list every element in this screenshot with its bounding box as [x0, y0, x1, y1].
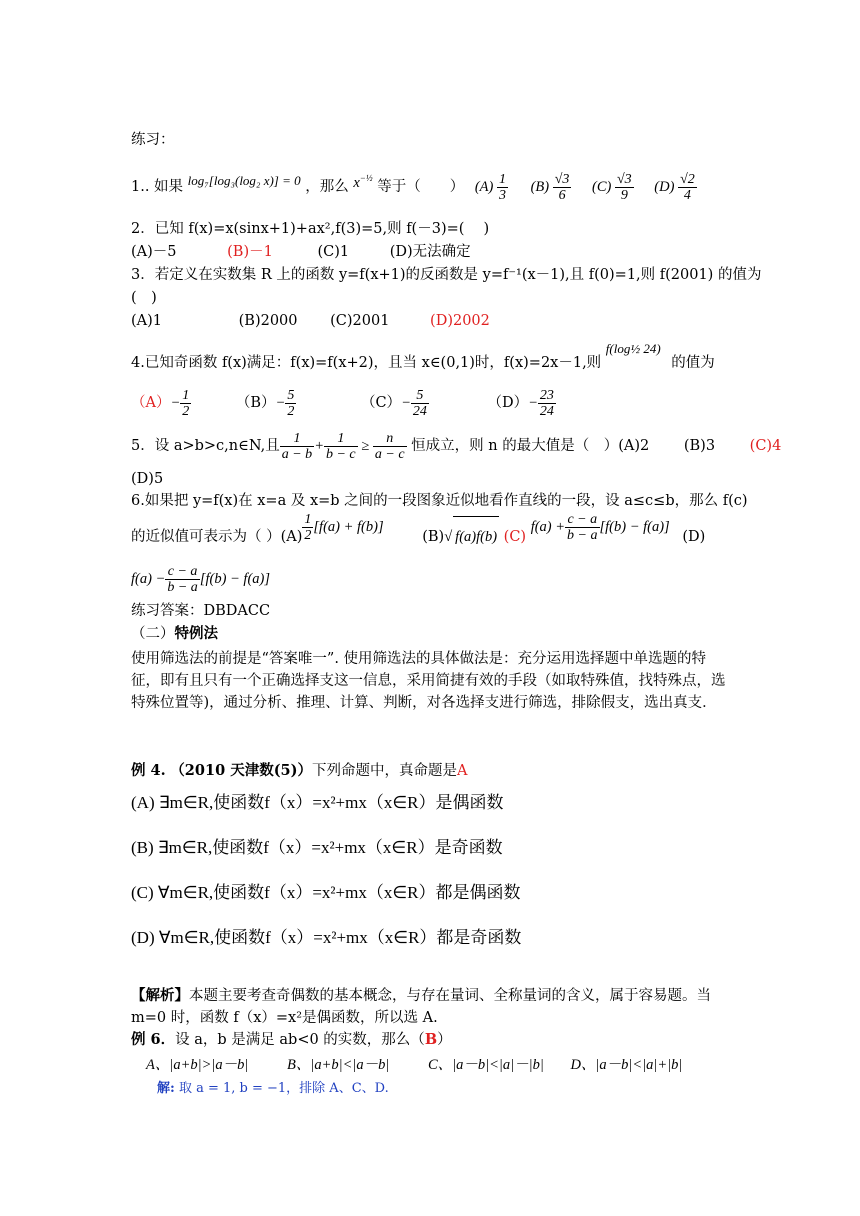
q1-option-c[interactable] [592, 172, 634, 203]
num: √3 [617, 172, 632, 187]
ex6-solution-label: 解: [157, 1081, 175, 1096]
q1-power-base: x [353, 174, 360, 191]
den: b − a [167, 579, 198, 595]
den: a − c [374, 446, 405, 462]
ex4-option-c[interactable]: (C) ∀m∈R,使函数f（x）=x²+mx（x∈R）都是偶函数 [131, 883, 521, 902]
q5-frac-2 [324, 431, 358, 462]
q1-option-d-label: (D) [654, 178, 679, 195]
q6-option-d-expr: f(a) − [131, 571, 166, 587]
num: 23 [539, 388, 554, 403]
q6-option-d-label[interactable]: (D) [682, 529, 706, 545]
q4-option-b: − $\frac{5}{2}$ [275, 388, 295, 419]
analysis [131, 985, 731, 1029]
analysis-text: 本题主要考查奇偶数的基本概念，与存在量词、全称量词的含义，属于容易题。当m=0 时，函数 f（x）=x²是偶函数，所以选 A. [131, 988, 711, 1026]
question-6-text: 6.如果把 y=f(x)在 x=a 及 x=b 之间的一段图象近似地看作直线的一段，设 a≤c≤b，那么 f(c) [131, 493, 748, 509]
q5-frac-3 [373, 431, 407, 462]
section-intro: 使用筛选法的前提是“答案唯一”. 使用筛选法的具体做法是：充分运用选择题中单选题的特征，即有且只有一个正确选择支这一信息，采用简捷有效的手段（如取特殊值，找特殊点，选特殊位置等)，通过分析、推理、计算、判断，对各选择支进行筛选，排除假支，选出真支． [131, 651, 726, 711]
q1-option-a-frac [497, 172, 508, 203]
num: √3 [554, 172, 570, 187]
den: 2 [304, 527, 312, 543]
q4-tail: 的值为 [671, 355, 715, 371]
question-6-line2 [131, 511, 706, 556]
q5-option-d[interactable]: (D)5 [131, 471, 164, 487]
q5-option-b[interactable]: (B)3 [683, 438, 716, 454]
q1-option-b-frac [553, 172, 572, 203]
den: 2 [287, 404, 295, 419]
ex6-option-c[interactable]: C、|a－b|<|a|－|b| [427, 1057, 544, 1073]
q1-option-a[interactable] [474, 172, 508, 203]
q4-option-a-label[interactable]: （A） [131, 394, 171, 411]
example-4-heading [131, 762, 468, 780]
num: 5 [411, 388, 429, 404]
num: 1 [280, 431, 314, 447]
q1-power-exp: −½ [359, 173, 373, 183]
ex4-source: （2010 天津数(5)） [170, 762, 313, 779]
q6-option-c-label[interactable]: (C) [503, 529, 527, 545]
ex6-text: 设 a，b 是满足 ab<0 的实数，那么（ [175, 1032, 425, 1048]
q1-expr: log₇[log₃(log₂ x)] = 0 [187, 172, 301, 188]
q6-option-c-tail: [f(b) − f(a)] [599, 519, 670, 535]
den: a − b [281, 446, 313, 462]
q2-option-c[interactable]: (C)1 [317, 244, 350, 260]
example-6-heading [131, 1031, 452, 1049]
question-2-options [131, 243, 471, 261]
q4-option-d-label[interactable]: （D） [487, 394, 529, 411]
num: 1 [182, 388, 190, 403]
q6-line2-text: 的近似值可表示为（ ）(A) [131, 529, 303, 545]
ex6-answer: B [424, 1031, 438, 1048]
heading: 练习： [131, 132, 175, 148]
ex6-label: 例 6． [131, 1031, 176, 1048]
q6-option-b-sqrt: √ f(a)f(b) [444, 529, 499, 545]
ex4-option-a[interactable]: (A) ∃m∈R,使函数f（x）=x²+mx（x∈R）是偶函数 [131, 793, 504, 812]
q4-option-c-frac [411, 388, 429, 419]
ex4-option-d[interactable]: (D) ∀m∈R,使函数f（x）=x²+mx（x∈R）都是奇函数 [131, 928, 522, 947]
q6-option-c [530, 512, 670, 544]
ex6-option-d[interactable]: D、|a－b|<|a|+|b| [570, 1057, 683, 1073]
den: 6 [558, 188, 566, 203]
q5-frac-1 [280, 431, 314, 462]
q3-option-d[interactable]: (D)2002 [430, 313, 490, 329]
q6-option-c-expr: f(a) + [530, 519, 566, 535]
q6-option-b-label[interactable]: (B) [422, 529, 445, 545]
den: 24 [412, 404, 427, 419]
q4-option-d-frac [538, 388, 556, 419]
q6-option-d-tail: [f(b) − f(a)] [199, 571, 271, 587]
den: 2 [182, 404, 190, 419]
num: c − a [565, 512, 599, 528]
question-4 [131, 341, 715, 372]
num: c − a [165, 564, 199, 580]
ex6-solution [157, 1080, 389, 1098]
ex4-label: 例 4. [131, 762, 166, 779]
q4-option-b-frac [285, 388, 296, 419]
q5-mid: 恒成立，则 n 的最大值是（ ）(A)2 [411, 438, 650, 454]
q3-option-a[interactable]: (A)1 [131, 313, 163, 329]
q2-option-a[interactable]: (A)－5 [131, 244, 177, 260]
ex6-option-a[interactable]: A、|a+b|>|a－b| [146, 1057, 249, 1073]
ex4-answer: A [457, 763, 468, 779]
q1-option-d-frac [678, 172, 697, 203]
ex6-close: ） [437, 1032, 452, 1048]
q6-option-c-frac [565, 512, 599, 543]
q4-option-a: − $\frac{1}{2}$ [170, 388, 190, 419]
q5-prefix: 5．设 a>b>c,n∈N,且 [131, 438, 280, 454]
q6-option-b-expr: f(a)f(b) [453, 516, 499, 557]
question-6-option-d [131, 560, 270, 598]
question-5: 5．设 a>b>c,n∈N,且 $\frac{1}{a - b}$ + $\frac{1}{b - c}$ ≥ $\frac{n}{a - c}$ 恒成立，则 n 的最大值是（ ）(A)2 (B)3 (C)4 [131, 430, 782, 462]
num: 1 [324, 431, 358, 447]
q4-text: 4.已知奇函数 f(x)满足：f(x)=f(x+2)，且当 x∈(0,1)时，f(x)=2x－1,则 [131, 355, 602, 371]
den: 3 [498, 188, 506, 203]
q1-prefix: 1.. 如果 [131, 178, 184, 195]
ex4-text: 下列命题中，真命题是 [312, 763, 458, 779]
q4-option-c: − $\frac{5}{24}$ [401, 388, 427, 419]
ex6-option-b[interactable]: B、|a+b|<|a－b| [286, 1057, 390, 1073]
section-heading [131, 625, 218, 643]
q4-option-a-frac [180, 388, 191, 419]
q4-expr: f(log½ 24) [605, 341, 661, 356]
den: 9 [620, 188, 628, 203]
question-2-text: 2．已知 f(x)=x(sinx+1)+ax²,f(3)=5,则 f(－3)=( ) [131, 221, 490, 237]
question-3-paren: ( ) [131, 290, 157, 306]
ex6-solution-text: 取 a = 1, b = −1，排除 A、C、D. [178, 1081, 389, 1096]
question-4-options [131, 388, 556, 422]
question-3-text: 3．若定义在实数集 R 上的函数 y=f(x+1)的反函数是 y=f⁻¹(x－1),且 f(0)=1,则 f(2001) 的值为 [131, 267, 762, 283]
q1-option-c-label: (C) [592, 178, 615, 195]
q3-option-c[interactable]: (C)2001 [330, 313, 390, 329]
section-title: 特例法 [174, 625, 218, 642]
den: 24 [539, 404, 554, 419]
den: 4 [683, 188, 691, 203]
q4-option-d: − $\frac{23}{24}$ [528, 388, 554, 419]
q2-option-d[interactable]: (D)无法确定 [389, 244, 471, 260]
q1-option-d[interactable] [654, 172, 696, 203]
ex4-option-b[interactable]: (B) ∃m∈R,使函数f（x）=x²+mx（x∈R）是奇函数 [131, 838, 503, 857]
answers: 练习答案：DBDACC [131, 603, 271, 619]
q1-suffix: 等于（ ） [377, 178, 465, 195]
den: b − c [325, 446, 356, 462]
num: 1 [304, 511, 312, 527]
q1-option-a-label: (A) [474, 178, 497, 195]
q3-option-b[interactable]: (B)2000 [238, 313, 298, 329]
q1-power [353, 175, 372, 191]
analysis-label: 【解析】 [131, 987, 189, 1004]
num: 5 [287, 388, 295, 403]
q1-option-b-label: (B) [530, 178, 553, 195]
question-1 [131, 172, 697, 203]
section-number: （二） [131, 626, 175, 642]
q1-mid: ，那么 [305, 178, 349, 195]
num: √2 [680, 172, 695, 187]
q1-option-c-frac [615, 172, 634, 203]
num: n [373, 431, 407, 447]
q2-option-b[interactable]: (B)－1 [227, 244, 273, 260]
q6-option-d-frac [165, 564, 199, 595]
q4-option-b-label[interactable]: （B） [235, 394, 276, 411]
num: 1 [498, 172, 506, 187]
question-3-options [131, 312, 490, 330]
q4-option-c-label[interactable]: （C） [360, 394, 402, 411]
q5-option-c[interactable]: (C)4 [749, 438, 782, 454]
den: b − a [567, 528, 598, 544]
ex6-options [146, 1056, 682, 1074]
q1-option-b[interactable] [530, 172, 572, 203]
q6-option-a-half [302, 512, 313, 543]
q6-option-a-expr[interactable]: [f(a) + f(b)] [313, 519, 384, 535]
